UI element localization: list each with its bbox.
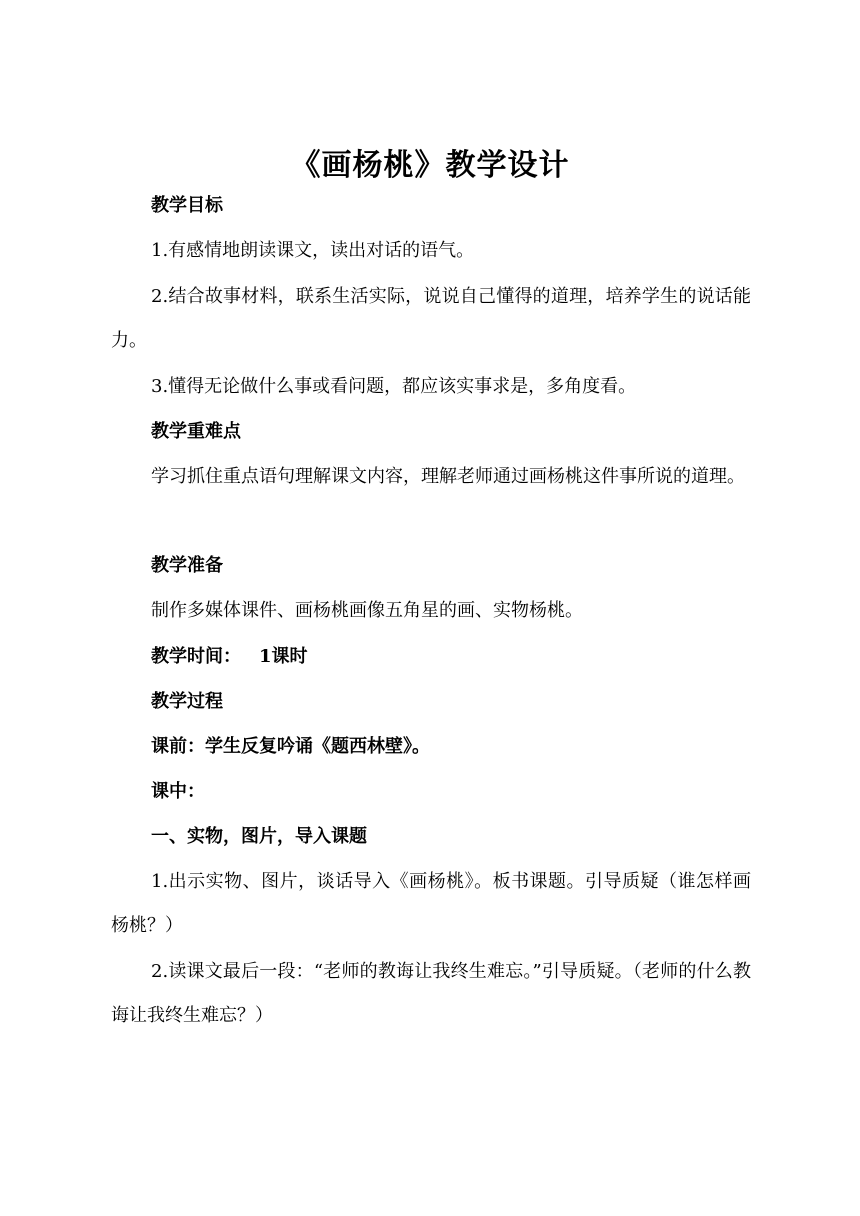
part-one-heading: 一、实物，图片，导入课题 <box>151 826 367 847</box>
goal-2: 2.结合故事材料，联系生活实际，说说自己懂得的道理，培养学生的说话能力。 <box>111 286 751 351</box>
teaching-time-label: 教学时间： <box>151 646 241 667</box>
pre-class-text: 课前：学生反复吟诵《题西林壁》。 <box>151 736 430 757</box>
goal-3: 3.懂得无论做什么事或看问题，都应该实事求是，多角度看。 <box>151 376 637 397</box>
document-title: 《画杨桃》教学设计 <box>290 148 570 183</box>
teaching-time-value: 1课时 <box>259 646 308 667</box>
step-1: 1.出示实物、图片，谈话导入《画杨桃》。板书课题。引导质疑（谁怎样画杨桃？） <box>111 871 751 936</box>
step-2: 2.读课文最后一段：“老师的教诲让我终生难忘。”引导质疑。（老师的什么教诲让我终生难忘？） <box>111 961 751 1026</box>
key-points-text: 学习抓住重点语句理解课文内容，理解老师通过画杨桃这件事所说的道理。 <box>151 466 745 487</box>
goal-1: 1.有感情地朗读课文，读出对话的语气。 <box>151 240 475 261</box>
preparation-heading: 教学准备 <box>151 555 223 576</box>
preparation-text: 制作多媒体课件、画杨桃画像五角星的画、实物杨桃。 <box>151 600 583 621</box>
key-points-heading: 教学重难点 <box>151 421 241 442</box>
process-heading: 教学过程 <box>151 691 223 712</box>
goals-heading: 教学目标 <box>151 195 223 216</box>
in-class-label: 课中： <box>151 781 205 802</box>
teaching-time <box>111 635 751 679</box>
